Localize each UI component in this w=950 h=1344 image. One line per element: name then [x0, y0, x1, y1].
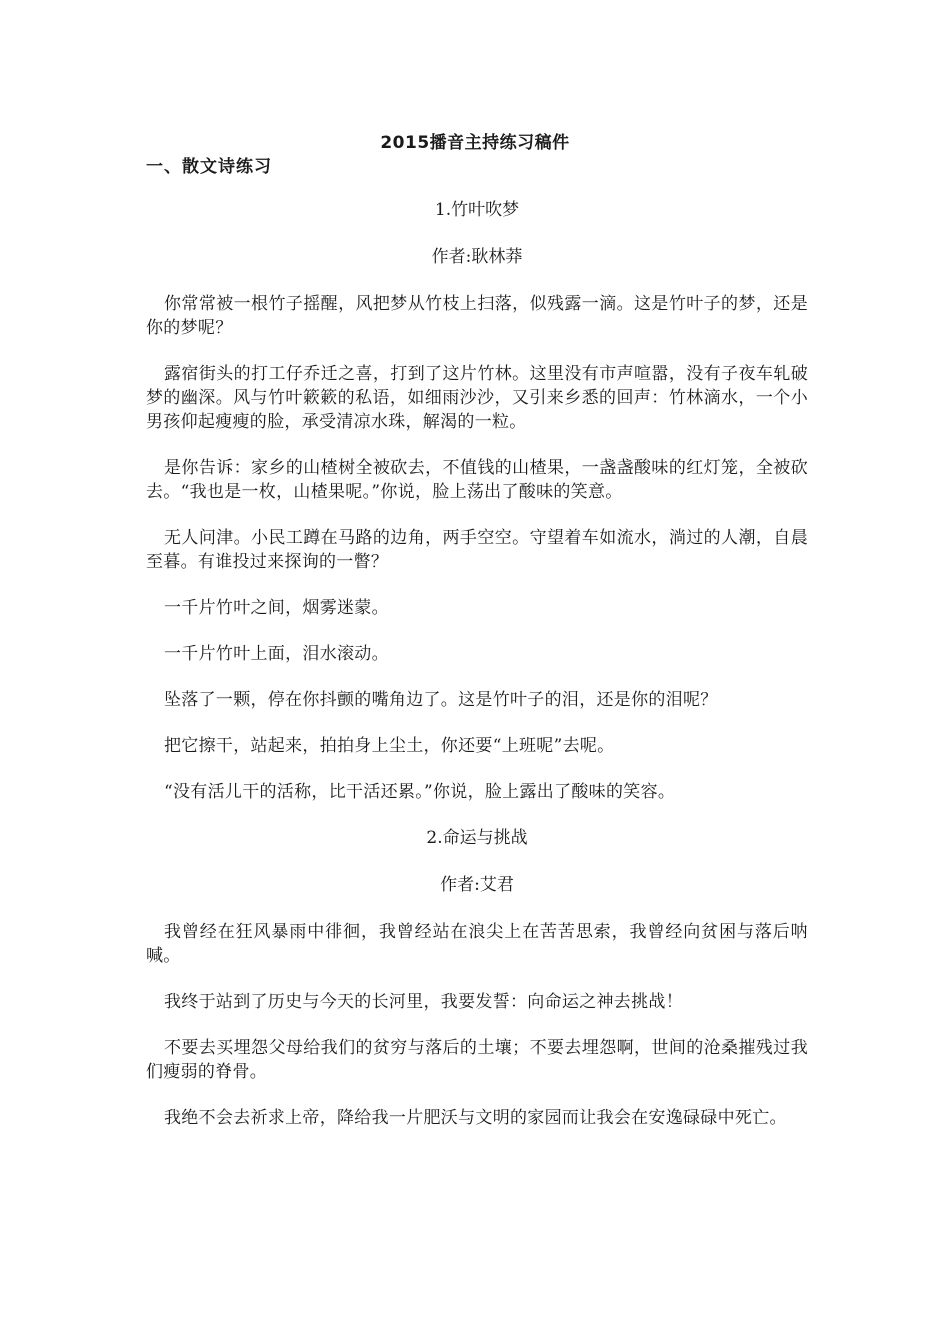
paragraph: 无人问津。小民工蹲在马路的边角，两手空空。守望着车如流水，淌过的人潮，自晨至暮。有谁投过来探询的一瞥？	[146, 528, 808, 572]
document-body	[146, 198, 808, 1152]
piece-title: 1.竹叶吹梦	[434, 200, 520, 220]
section-heading: 一、散文诗练习	[146, 157, 272, 177]
paragraph: 我曾经在狂风暴雨中徘徊，我曾经站在浪尖上在苦苦思索，我曾经向贫困与落后呐喊。	[146, 922, 808, 966]
paragraph: 我绝不会去祈求上帝，降给我一片肥沃与文明的家园而让我会在安逸碌碌中死亡。	[164, 1108, 787, 1128]
piece-title: 2.命运与挑战	[426, 828, 528, 848]
paragraph: 不要去买埋怨父母给我们的贫穷与落后的土壤；不要去埋怨啊，世间的沧桑摧残过我们瘦弱的脊骨。	[146, 1038, 808, 1082]
document-title: 2015播音主持练习稿件	[380, 133, 570, 153]
piece-author: 作者:耿林莽	[431, 247, 523, 267]
paragraph: 坠落了一颗，停在你抖颤的嘴角边了。这是竹叶子的泪，还是你的泪呢？	[164, 690, 718, 710]
paragraph: 一千片竹叶之间，烟雾迷蒙。	[164, 598, 389, 618]
paragraph: “没有活儿干的活称，比干活还累。”你说，脸上露出了酸味的笑容。	[164, 782, 676, 802]
paragraph: 我终于站到了历史与今天的长河里，我要发誓：向命运之神去挑战！	[164, 992, 683, 1012]
piece-author: 作者:艾君	[440, 875, 514, 895]
paragraph: 一千片竹叶上面，泪水滚动。	[164, 644, 389, 664]
paragraph: 露宿街头的打工仔乔迁之喜，打到了这片竹林。这里没有市声喧嚣，没有子夜车轧破梦的幽深。风与竹叶簌簌的私语，如细雨沙沙，又引来乡悉的回声：竹林滴水，一个小男孩仰起瘦瘦的脸，承受清凉水珠，解渴的一粒。	[146, 364, 808, 432]
paragraph: 你常常被一根竹子摇醒，风把梦从竹枝上扫落，似残露一滴。这是竹叶子的梦，还是你的梦呢？	[146, 294, 808, 338]
paragraph: 把它擦干，站起来，拍拍身上尘土，你还要“上班呢”去呢。	[164, 736, 615, 756]
paragraph: 是你告诉：家乡的山楂树全被砍去，不值钱的山楂果，一盏盏酸味的红灯笼，全被砍去。“我也是一枚，山楂果呢。”你说，脸上荡出了酸味的笑意。	[146, 458, 808, 502]
